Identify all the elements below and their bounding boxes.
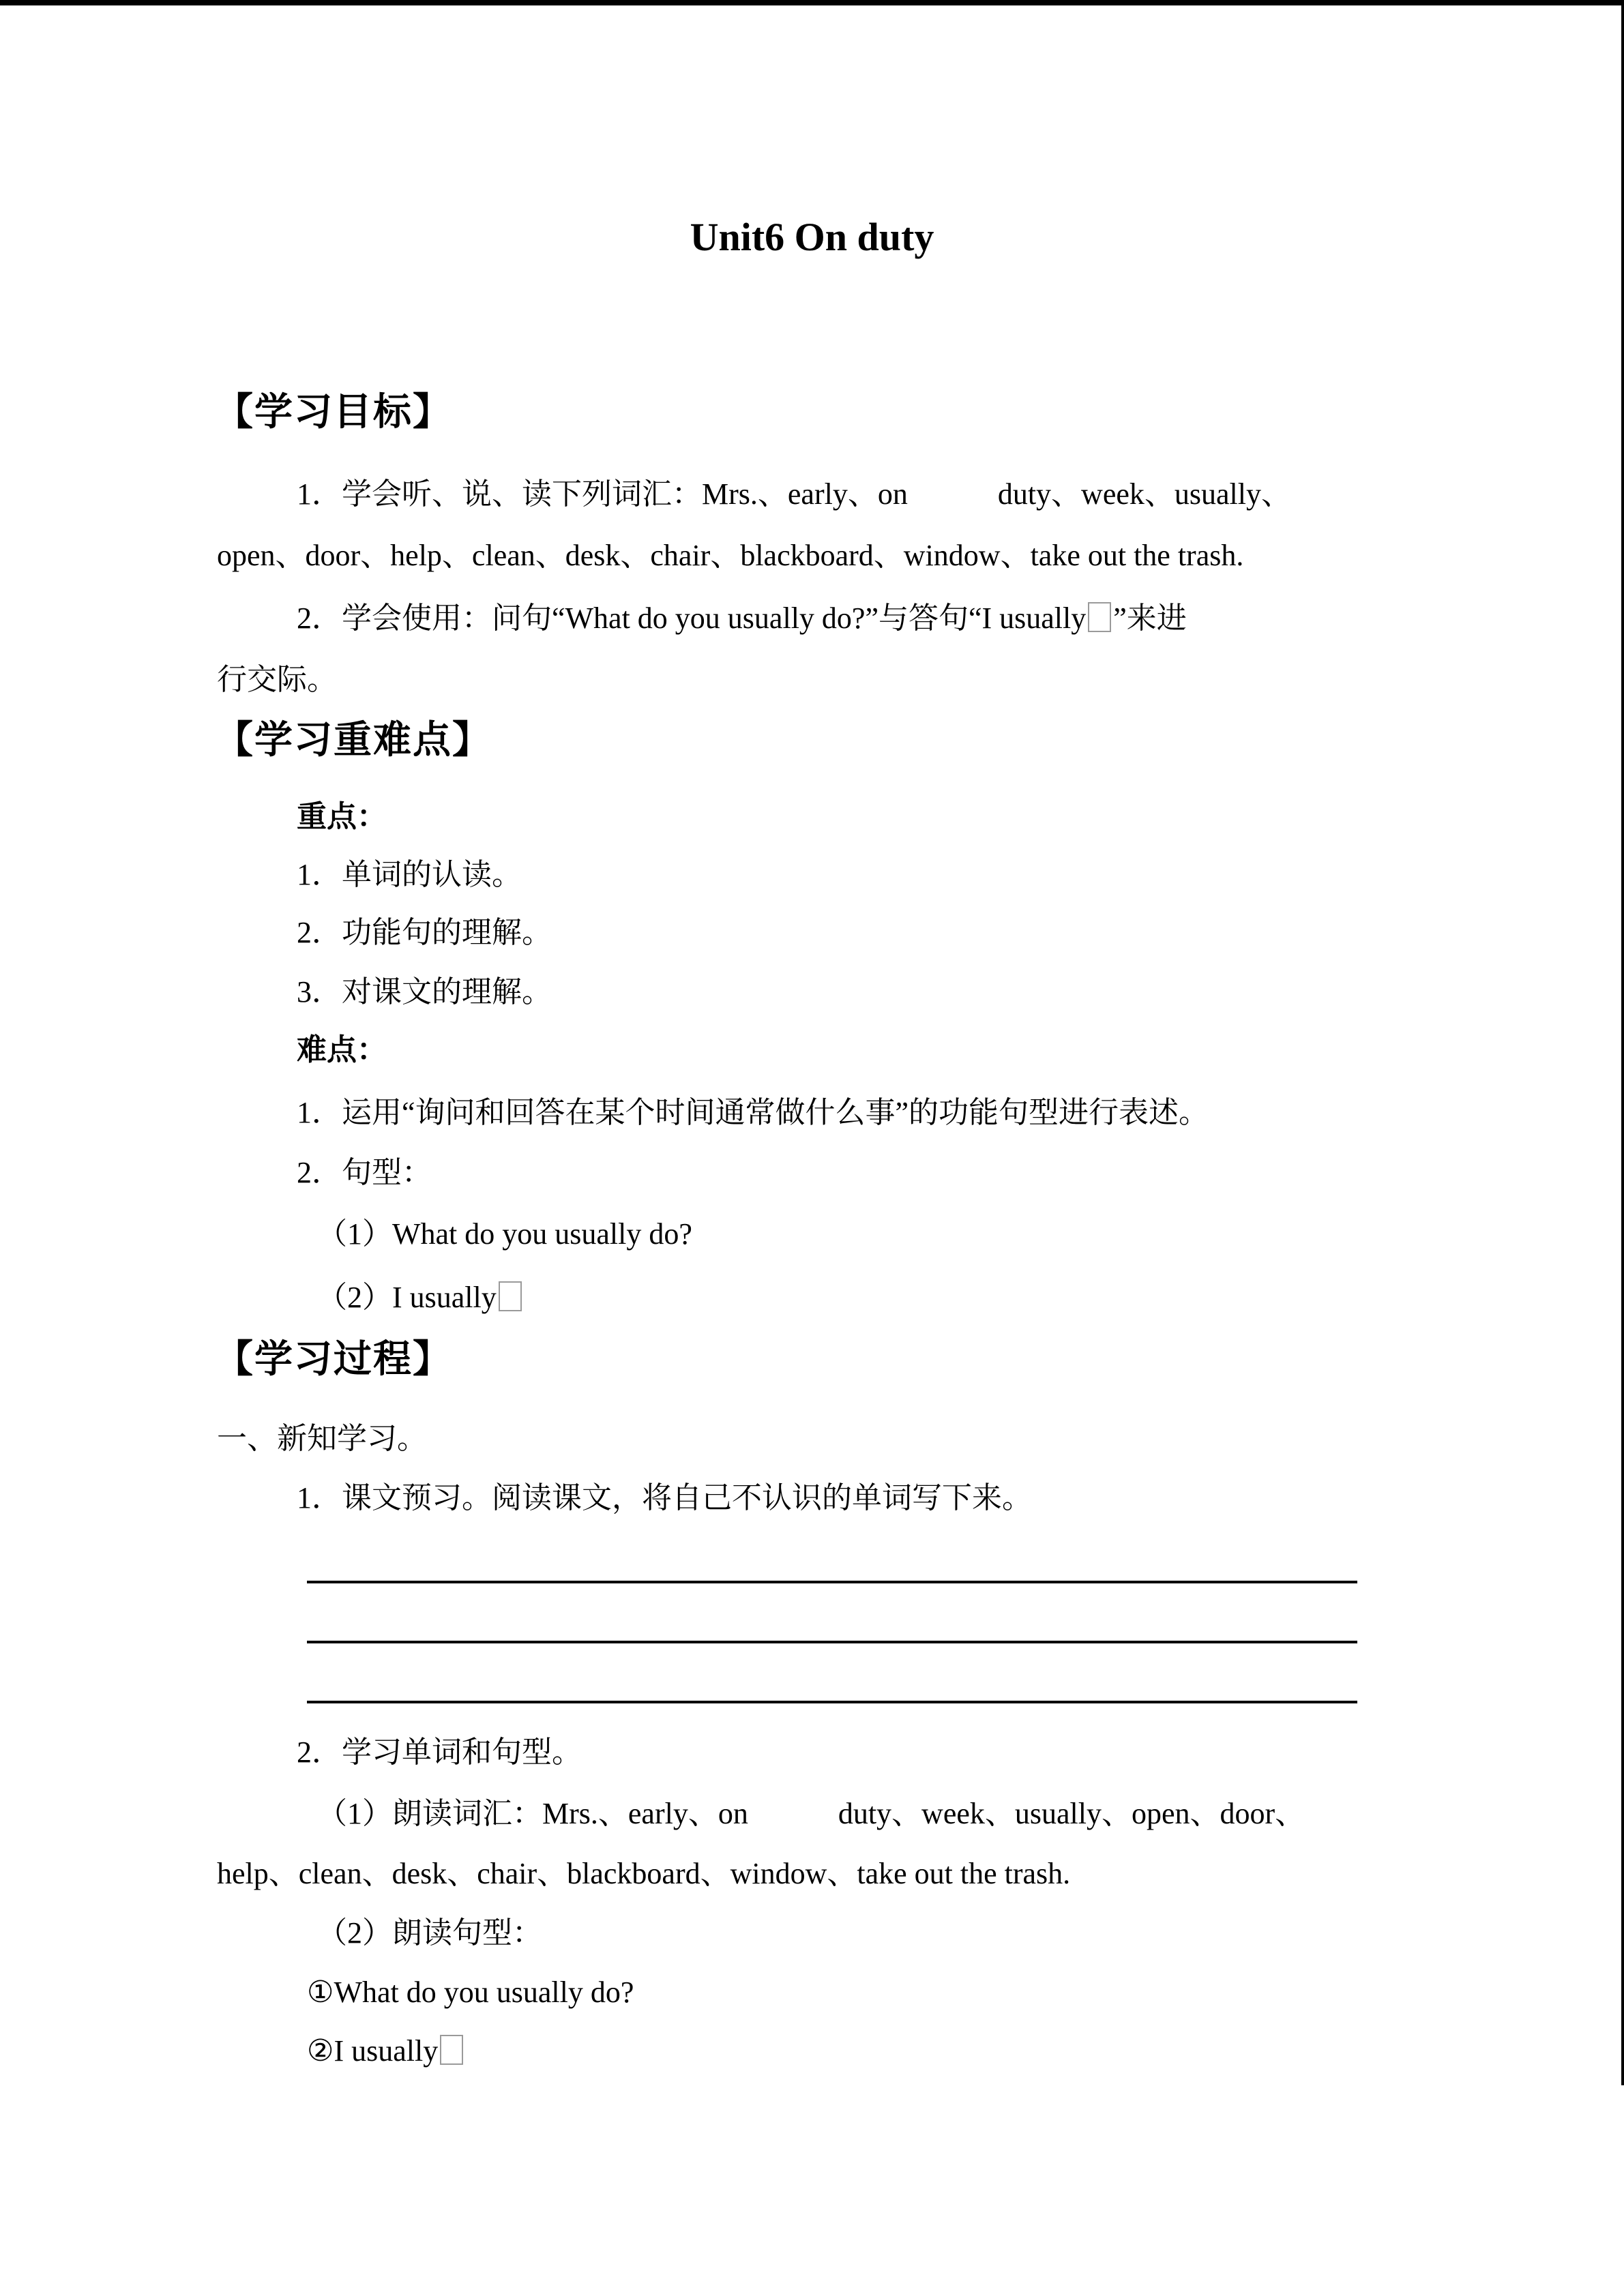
read-pattern-circled-2-text: ②I usually [307, 2034, 439, 2068]
missing-glyph-box [440, 2035, 463, 2065]
difficulty-item-1: 1．运用“询问和回答在某个时间通常做什么事”的功能句型进行表述。 [297, 1096, 1209, 1129]
sentence-pattern-1: （1）What do you usually do? [317, 1217, 692, 1251]
section-header-key-points: 【学习重难点】 [215, 718, 492, 761]
read-pattern-circled-1: ①What do you usually do? [307, 1976, 634, 2009]
right-border-line [1621, 0, 1624, 2085]
writing-line-1 [307, 1581, 1357, 1583]
missing-glyph-box [1088, 602, 1111, 632]
goals-paragraph-1-line-1: 1．学会听、说、读下列词汇：Mrs.、early、on duty、week、usually、 [297, 477, 1291, 511]
key-point-item-3: 3．对课文的理解。 [297, 975, 552, 1009]
read-patterns-label: （2）朗读句型： [317, 1916, 542, 1950]
read-words-line-2: help、clean、desk、chair、blackboard、window、take out the trash. [217, 1857, 1071, 1890]
goals-paragraph-2-text-a: 2．学会使用：问句“What do you usually do?”与答句“I usually [297, 601, 1087, 635]
key-points-label: 重点： [297, 800, 387, 833]
document-title: Unit6 On duty [690, 215, 934, 259]
key-point-item-2: 2．功能句的理解。 [297, 916, 552, 949]
writing-line-2 [307, 1641, 1357, 1643]
top-border-bar [0, 0, 1624, 5]
goals-paragraph-2-text-b: ”来进 [1113, 601, 1187, 635]
missing-glyph-box [499, 1281, 522, 1311]
read-words-line-1: （1）朗读词汇：Mrs.、early、on duty、week、usually、open、door、 [317, 1797, 1305, 1830]
section-header-goals: 【学习目标】 [215, 390, 452, 433]
process-item-1: 1．课文预习。阅读课文，将自己不认识的单词写下来。 [297, 1481, 1032, 1515]
sentence-pattern-2 [317, 1268, 524, 1328]
process-subsection-1: 一、新知学习。 [217, 1422, 427, 1455]
goals-paragraph-2-line-1 [297, 588, 1187, 648]
goals-paragraph-1-line-2: open、door、help、clean、desk、chair、blackboard、window、take out the trash. [217, 539, 1244, 572]
goals-paragraph-2-line-2: 行交际。 [217, 663, 337, 696]
process-item-2: 2．学习单词和句型。 [297, 1735, 582, 1769]
difficulty-item-2: 2．句型： [297, 1156, 432, 1189]
section-header-process: 【学习过程】 [215, 1337, 452, 1380]
read-pattern-circled-2 [307, 2021, 465, 2081]
writing-line-3 [307, 1701, 1357, 1703]
sentence-pattern-2-text: （2）I usually [317, 1281, 497, 1314]
difficulty-label: 难点： [297, 1033, 387, 1067]
key-point-item-1: 1．单词的认读。 [297, 858, 522, 891]
